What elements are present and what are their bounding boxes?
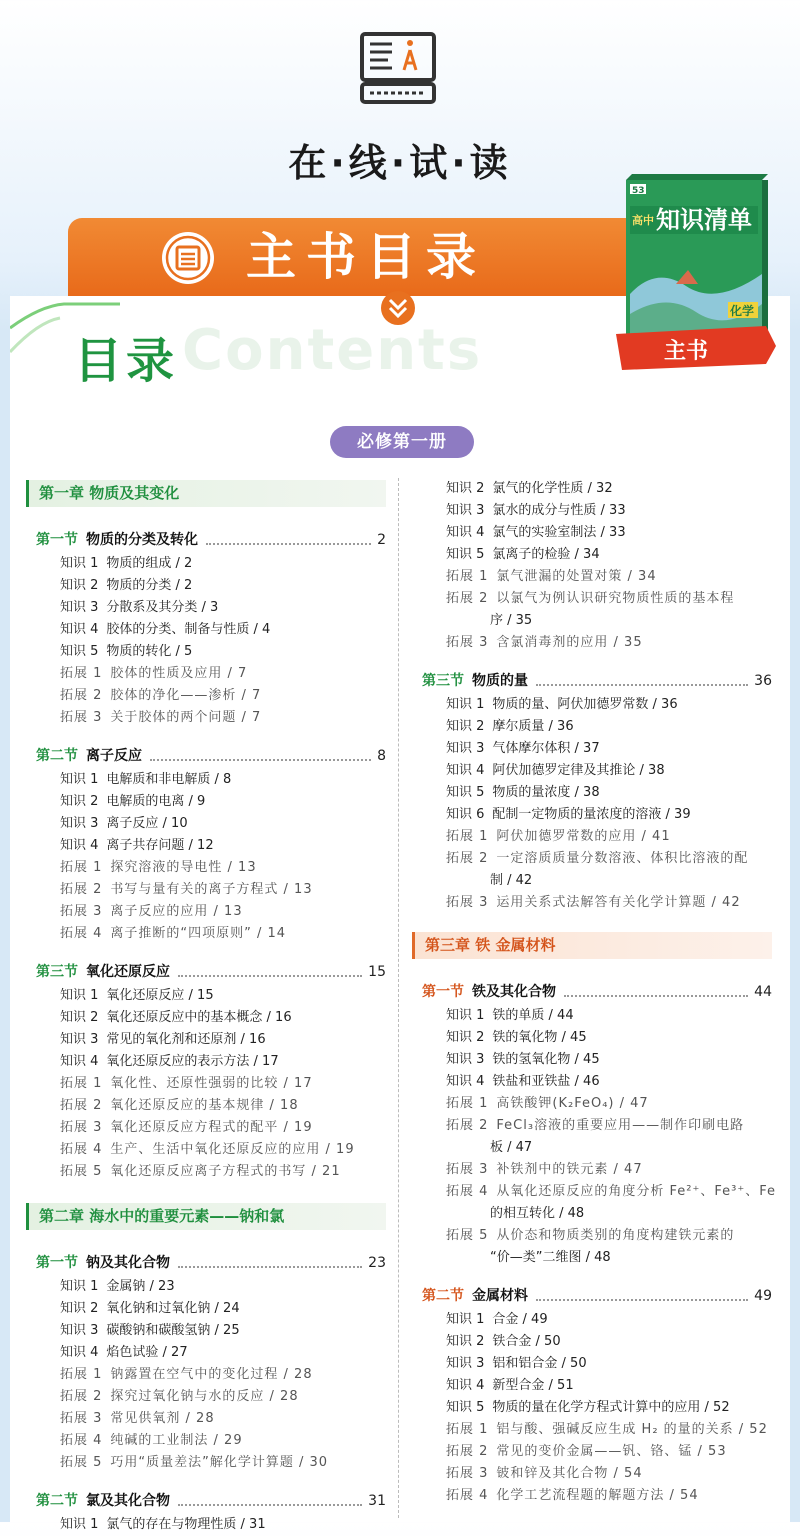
entry-text: 氧化还原反应的表示方法 / 17: [106, 1054, 279, 1069]
toc-entry[interactable]: [412, 694, 772, 716]
section-title: 物质的分类及转化: [86, 532, 198, 548]
toc-entry[interactable]: [412, 1027, 772, 1049]
toc-entry[interactable]: [26, 791, 386, 813]
toc-entry[interactable]: [412, 500, 772, 522]
online-reading-icon: [358, 30, 438, 106]
entry-tag: 拓展 3: [446, 895, 489, 910]
book-cover: [616, 174, 786, 374]
section-page: 36: [754, 673, 772, 689]
entry-text: 焰色试验 / 27: [106, 1345, 188, 1360]
toc-entry[interactable]: [26, 985, 386, 1007]
leader-dots: [150, 758, 371, 761]
toc-entry[interactable]: [412, 782, 772, 804]
section-2-1-items: [26, 1276, 386, 1474]
entry-text: 离子反应 / 10: [106, 816, 188, 831]
volume-badge: 必修第一册: [330, 426, 474, 458]
entry-text: 高铁酸钾(K₂FeO₄) / 47: [496, 1096, 649, 1111]
toc-entry[interactable]: [26, 1095, 386, 1117]
entry-text: 常见的变价金属——钒、铬、锰 / 53: [496, 1444, 727, 1459]
entry-tag: 知识 5: [60, 644, 99, 659]
entry-text: 摩尔质量 / 36: [492, 719, 574, 734]
toc-entry[interactable]: [26, 879, 386, 901]
toc-entry[interactable]: [26, 1452, 386, 1474]
entry-text: 铁合金 / 50: [492, 1334, 561, 1349]
banner-title: 主书目录: [246, 228, 486, 286]
entry-text: 氯离子的检验 / 34: [492, 547, 600, 562]
toc-entry[interactable]: [26, 553, 386, 575]
entry-tag: 拓展 4: [60, 1433, 103, 1448]
toc-entry[interactable]: [26, 685, 386, 707]
entry-tag: 拓展 4: [60, 1142, 103, 1157]
entry-text: 配制一定物质的量浓度的溶液 / 39: [492, 807, 691, 822]
toc-entry[interactable]: [412, 716, 772, 738]
entry-text: 胶体的性质及应用 / 7: [110, 666, 248, 681]
entry-tag: 知识 4: [60, 622, 99, 637]
entry-text: 板 / 47: [490, 1140, 533, 1155]
toc-entry[interactable]: [412, 870, 772, 892]
entry-text: 氧化性、还原性强弱的比较 / 17: [110, 1076, 313, 1091]
entry-text: 探究过氧化钠与水的反应 / 28: [110, 1389, 299, 1404]
toc-entry[interactable]: [412, 1181, 776, 1203]
book-brand: 53: [632, 186, 645, 196]
entry-text: 电解质的电离 / 9: [106, 794, 206, 809]
section-number: 第二节: [36, 1493, 78, 1509]
entry-text: 气体摩尔体积 / 37: [492, 741, 600, 756]
entry-text: 钠露置在空气中的变化过程 / 28: [110, 1367, 313, 1382]
entry-tag: 拓展 1: [60, 1076, 103, 1091]
section-1-1-items: [26, 553, 386, 729]
entry-text: 常见供氧剂 / 28: [110, 1411, 215, 1426]
entry-tag: 拓展 1: [60, 860, 103, 875]
entry-tag: 拓展 1: [446, 829, 489, 844]
leader-dots: [178, 974, 362, 977]
entry-tag: 知识 1: [60, 988, 99, 1003]
entry-tag: 拓展 3: [60, 1411, 103, 1426]
section-1-2[interactable]: [26, 743, 386, 769]
toc-entry[interactable]: [26, 1342, 386, 1364]
toc-entry[interactable]: [26, 835, 386, 857]
section-page: 15: [368, 964, 386, 980]
entry-tag: 知识 3: [60, 600, 99, 615]
entry-tag: 知识 1: [60, 1517, 99, 1532]
book-subject: 化学: [730, 304, 755, 318]
entry-tag: 知识 1: [446, 1312, 485, 1327]
entry-tag: 知识 3: [60, 816, 99, 831]
toc-entry[interactable]: [412, 1419, 772, 1441]
toc-entry[interactable]: [412, 804, 772, 826]
entry-tag: 拓展 2: [446, 851, 489, 866]
entry-text: 巧用“质量差法”解化学计算题 / 30: [110, 1455, 329, 1470]
toc-entry[interactable]: [412, 848, 772, 870]
entry-text: 铝和铝合金 / 50: [492, 1356, 587, 1371]
entry-tag: 拓展 5: [60, 1164, 103, 1179]
toc-entry[interactable]: [412, 588, 772, 610]
section-page: 8: [377, 748, 386, 764]
section-title: 铁及其化合物: [472, 984, 556, 1000]
toc-entry[interactable]: [412, 1463, 772, 1485]
entry-text: 铁的单质 / 44: [492, 1008, 574, 1023]
entry-text: 分散系及其分类 / 3: [106, 600, 219, 615]
section-2-2[interactable]: [26, 1488, 386, 1514]
section-2-3[interactable]: [412, 668, 772, 694]
catalog-icon: [160, 230, 216, 286]
entry-text: 探究溶液的导电性 / 13: [110, 860, 257, 875]
entry-text: 关于胶体的两个问题 / 7: [110, 710, 262, 725]
toc-entry[interactable]: [26, 769, 386, 791]
toc-entry[interactable]: [26, 923, 386, 945]
toc-entry[interactable]: [26, 1298, 386, 1320]
entry-tag: 拓展 2: [60, 688, 103, 703]
entry-tag: 知识 1: [446, 1008, 485, 1023]
toc-entry[interactable]: [26, 1073, 386, 1095]
toc-entry[interactable]: [26, 575, 386, 597]
toc-entry[interactable]: [26, 1051, 386, 1073]
toc-entry[interactable]: [412, 1353, 772, 1375]
entry-tag: 知识 2: [60, 1301, 99, 1316]
entry-tag: 知识 2: [60, 794, 99, 809]
entry-tag: 知识 2: [446, 1334, 485, 1349]
entry-tag: 知识 1: [60, 772, 99, 787]
entry-tag: 知识 3: [446, 1356, 485, 1371]
section-title: 氧化还原反应: [86, 964, 170, 980]
entry-text: 序 / 35: [490, 613, 533, 628]
entry-tag: 知识 5: [446, 785, 485, 800]
entry-tag: 知识 3: [60, 1032, 99, 1047]
contents-watermark: Contents: [182, 318, 483, 383]
entry-tag: 拓展 1: [446, 1096, 489, 1111]
entry-text: 氯气的化学性质 / 32: [492, 481, 613, 496]
entry-text: 氧化还原反应离子方程式的书写 / 21: [110, 1164, 341, 1179]
toc-entry[interactable]: [26, 1320, 386, 1342]
toc-entry[interactable]: [412, 1485, 772, 1507]
toc-entry[interactable]: [412, 1331, 772, 1353]
entry-text: 化学工艺流程题的解题方法 / 54: [496, 1488, 699, 1503]
entry-tag: 知识 3: [60, 1323, 99, 1338]
toc-title: 目录: [74, 333, 179, 389]
toc-entry[interactable]: [412, 1071, 772, 1093]
entry-tag: 知识 6: [446, 807, 485, 822]
toc-entry[interactable]: [412, 566, 772, 588]
entry-text: 纯碱的工业制法 / 29: [110, 1433, 243, 1448]
toc-entry[interactable]: [26, 1408, 386, 1430]
entry-text: 离子反应的应用 / 13: [110, 904, 243, 919]
leader-dots: [178, 1265, 362, 1268]
entry-text: 铁的氢氧化物 / 45: [492, 1052, 600, 1067]
entry-tag: 拓展 3: [60, 1120, 103, 1135]
section-3-2-items: [412, 1309, 772, 1507]
section-number: 第一节: [422, 984, 464, 1000]
section-number: 第二节: [36, 748, 78, 764]
entry-text: 的相互转化 / 48: [490, 1206, 585, 1221]
entry-text: 书写与量有关的离子方程式 / 13: [110, 882, 313, 897]
entry-tag: 知识 4: [60, 1345, 99, 1360]
entry-text: 一定溶质质量分数溶液、体积比溶液的配: [496, 851, 749, 866]
entry-tag: 知识 5: [446, 547, 485, 562]
entry-text: 离子推断的“四项原则” / 14: [110, 926, 287, 941]
entry-text: 物质的分类 / 2: [106, 578, 193, 593]
section-1-3[interactable]: [26, 959, 386, 985]
entry-text: FeCl₃溶液的重要应用——制作印刷电路: [496, 1118, 745, 1133]
leader-dots: [178, 1503, 362, 1506]
entry-tag: 拓展 3: [60, 904, 103, 919]
toc-entry[interactable]: [412, 478, 772, 500]
section-2-1[interactable]: [26, 1250, 386, 1276]
toc-entry[interactable]: [412, 1159, 772, 1181]
toc-entry[interactable]: [412, 892, 772, 914]
entry-text: 金属钠 / 23: [106, 1279, 175, 1294]
toc-entry[interactable]: [26, 1430, 386, 1452]
toc-entry[interactable]: [26, 641, 386, 663]
section-3-2[interactable]: [412, 1283, 772, 1309]
entry-text: 氧化还原反应中的基本概念 / 16: [106, 1010, 292, 1025]
toc-entry[interactable]: [412, 522, 772, 544]
toc-entry[interactable]: [412, 1225, 772, 1247]
toc-entry[interactable]: [26, 707, 386, 729]
entry-text: 胶体的净化——渗析 / 7: [110, 688, 262, 703]
entry-text: 氧化还原反应方程式的配平 / 19: [110, 1120, 313, 1135]
section-title: 钠及其化合物: [86, 1255, 170, 1271]
toc-entry[interactable]: [412, 1203, 772, 1225]
section-1-1[interactable]: [26, 527, 386, 553]
chapter-2[interactable]: 第二章 海水中的重要元素——钠和氯: [26, 1203, 386, 1230]
entry-tag: 知识 3: [446, 741, 485, 756]
entry-tag: 知识 2: [446, 719, 485, 734]
entry-tag: 拓展 2: [446, 1444, 489, 1459]
section-1-2-items: [26, 769, 386, 945]
toc-entry[interactable]: [412, 1375, 772, 1397]
toc-entry[interactable]: [26, 1386, 386, 1408]
entry-text: 碳酸钠和碳酸氢钠 / 25: [106, 1323, 240, 1338]
entry-text: 物质的量在化学方程式计算中的应用 / 52: [492, 1400, 730, 1415]
toc-entry[interactable]: [26, 813, 386, 835]
entry-tag: 知识 4: [446, 1378, 485, 1393]
toc-right-column: [412, 478, 776, 1507]
toc-entry[interactable]: [26, 901, 386, 923]
entry-text: 阿伏加德罗定律及其推论 / 38: [492, 763, 665, 778]
entry-text: 运用关系式法解答有关化学计算题 / 42: [496, 895, 741, 910]
section-1-3-items: [26, 985, 386, 1183]
leader-dots: [564, 994, 748, 997]
toc-entry[interactable]: [412, 632, 772, 654]
entry-text: 物质的量、阿伏加德罗常数 / 36: [492, 697, 678, 712]
toc-entry[interactable]: [26, 1364, 386, 1386]
entry-tag: 知识 3: [446, 1052, 485, 1067]
entry-tag: 拓展 5: [446, 1228, 489, 1243]
toc-entry[interactable]: [412, 544, 772, 566]
toc-entry[interactable]: [412, 1049, 772, 1071]
entry-text: 氧化钠和过氧化钠 / 24: [106, 1301, 240, 1316]
toc-entry[interactable]: [412, 1093, 772, 1115]
entry-tag: 拓展 3: [446, 1466, 489, 1481]
leader-dots: [536, 683, 748, 686]
entry-tag: 拓展 1: [446, 1422, 489, 1437]
section-page: 44: [754, 984, 772, 1000]
entry-tag: 知识 2: [60, 578, 99, 593]
entry-text: 氧化还原反应的基本规律 / 18: [110, 1098, 299, 1113]
toc-entry[interactable]: [26, 1514, 386, 1536]
entry-tag: 拓展 2: [60, 1098, 103, 1113]
book-ribbon: 主书: [664, 339, 709, 364]
section-2-2-items: [26, 1514, 386, 1536]
entry-text: 合金 / 49: [492, 1312, 548, 1327]
toc-entry[interactable]: [412, 1115, 772, 1137]
entry-tag: 拓展 2: [60, 882, 103, 897]
toc-left-column: [26, 478, 386, 1536]
chapter-3[interactable]: 第三章 铁 金属材料: [412, 932, 772, 959]
toc-entry[interactable]: [412, 760, 772, 782]
toc-entry[interactable]: [412, 826, 772, 848]
toc-entry[interactable]: [26, 597, 386, 619]
entry-text: 以氯气为例认识研究物质性质的基本程: [496, 591, 735, 606]
section-3-1-items: [412, 1005, 776, 1269]
entry-text: 物质的组成 / 2: [106, 556, 193, 571]
entry-text: 铝与酸、强碱反应生成 H₂ 的量的关系 / 52: [496, 1422, 768, 1437]
entry-text: 生产、生活中氧化还原反应的应用 / 19: [110, 1142, 355, 1157]
entry-tag: 拓展 4: [446, 1488, 489, 1503]
entry-tag: 拓展 3: [60, 710, 103, 725]
entry-text: 氯水的成分与性质 / 33: [492, 503, 626, 518]
entry-text: 氯气的实验室制法 / 33: [492, 525, 626, 540]
section-title: 物质的量: [472, 673, 528, 689]
section-number: 第一节: [36, 532, 78, 548]
book-series-title: 知识清单: [656, 205, 752, 234]
entry-tag: 拓展 1: [60, 666, 103, 681]
entry-tag: 知识 2: [446, 481, 485, 496]
entry-text: 物质的转化 / 5: [106, 644, 193, 659]
entry-text: 从价态和物质类别的角度构建铁元素的: [496, 1228, 735, 1243]
entry-tag: 知识 5: [446, 1400, 485, 1415]
toc-entry[interactable]: [26, 619, 386, 641]
toc-entry[interactable]: [412, 1397, 772, 1419]
section-number: 第三节: [36, 964, 78, 980]
entry-text: 胶体的分类、制备与性质 / 4: [106, 622, 271, 637]
entry-text: 氯气的存在与物理性质 / 31: [106, 1517, 266, 1532]
book-series-line1: 高中: [632, 214, 654, 227]
section-number: 第三节: [422, 673, 464, 689]
entry-text: 氧化还原反应 / 15: [106, 988, 214, 1003]
entry-tag: 拓展 3: [446, 635, 489, 650]
entry-tag: 拓展 1: [446, 569, 489, 584]
toc-entry[interactable]: [412, 1137, 772, 1159]
entry-tag: 知识 4: [446, 525, 485, 540]
section-page: 23: [368, 1255, 386, 1271]
section-2-3-items: [412, 694, 772, 914]
toc-entry[interactable]: [26, 1161, 386, 1183]
entry-text: 制 / 42: [490, 873, 533, 888]
entry-tag: 知识 4: [60, 838, 99, 853]
section-2-2-continued-items: [412, 478, 772, 654]
entry-tag: 拓展 4: [60, 926, 103, 941]
entry-tag: 拓展 5: [60, 1455, 103, 1470]
toc-entry[interactable]: [412, 1441, 772, 1463]
entry-text: “价—类”二维图 / 48: [490, 1250, 611, 1265]
entry-text: 新型合金 / 51: [492, 1378, 574, 1393]
entry-tag: 知识 4: [60, 1054, 99, 1069]
leader-dots: [206, 542, 371, 545]
section-title: 金属材料: [472, 1288, 528, 1304]
entry-text: 物质的量浓度 / 38: [492, 785, 600, 800]
toc-entry[interactable]: [412, 1005, 772, 1027]
entry-tag: 知识 2: [60, 1010, 99, 1025]
column-divider: [398, 478, 399, 1518]
main-book-banner: [68, 218, 658, 296]
section-page: 31: [368, 1493, 386, 1509]
entry-tag: 知识 2: [446, 1030, 485, 1045]
page-headline: 在·线·试·读: [288, 141, 512, 185]
entry-tag: 知识 1: [60, 1279, 99, 1294]
toc-entry[interactable]: [412, 1247, 772, 1269]
entry-tag: 拓展 2: [60, 1389, 103, 1404]
section-number: 第二节: [422, 1288, 464, 1304]
section-title: 氯及其化合物: [86, 1493, 170, 1509]
entry-tag: 拓展 1: [60, 1367, 103, 1382]
entry-tag: 拓展 4: [446, 1184, 489, 1199]
toc-entry[interactable]: [412, 610, 772, 632]
entry-text: 从氧化还原反应的角度分析 Fe²⁺、Fe³⁺、Fe: [496, 1184, 776, 1199]
section-title: 离子反应: [86, 748, 142, 764]
entry-text: 常见的氧化剂和还原剂 / 16: [106, 1032, 266, 1047]
entry-text: 补铁剂中的铁元素 / 47: [496, 1162, 643, 1177]
section-number: 第一节: [36, 1255, 78, 1271]
toc-entry[interactable]: [26, 663, 386, 685]
chapter-1[interactable]: 第一章 物质及其变化: [26, 480, 386, 507]
toc-entry[interactable]: [412, 1309, 772, 1331]
toc-entry[interactable]: [26, 1007, 386, 1029]
entry-text: 氯气泄漏的处置对策 / 34: [496, 569, 657, 584]
toc-entry[interactable]: [26, 1117, 386, 1139]
toc-entry[interactable]: [26, 857, 386, 879]
entry-text: 铁的氧化物 / 45: [492, 1030, 587, 1045]
toc-entry[interactable]: [26, 1029, 386, 1051]
section-page: 2: [377, 532, 386, 548]
entry-text: 电解质和非电解质 / 8: [106, 772, 232, 787]
entry-tag: 拓展 2: [446, 591, 489, 606]
entry-text: 铁盐和亚铁盐 / 46: [492, 1074, 600, 1089]
entry-tag: 拓展 2: [446, 1118, 489, 1133]
entry-tag: 知识 4: [446, 1074, 485, 1089]
entry-tag: 知识 4: [446, 763, 485, 778]
toc-entry[interactable]: [412, 738, 772, 760]
toc-entry[interactable]: [26, 1139, 386, 1161]
entry-tag: 知识 3: [446, 503, 485, 518]
entry-text: 含氯消毒剂的应用 / 35: [496, 635, 643, 650]
entry-tag: 拓展 3: [446, 1162, 489, 1177]
entry-text: 离子共存问题 / 12: [106, 838, 214, 853]
leader-dots: [536, 1298, 748, 1301]
entry-tag: 知识 1: [446, 697, 485, 712]
entry-text: 铍和锌及其化合物 / 54: [496, 1466, 643, 1481]
section-3-1[interactable]: [412, 979, 772, 1005]
section-page: 49: [754, 1288, 772, 1304]
entry-text: 阿伏加德罗常数的应用 / 41: [496, 829, 671, 844]
entry-tag: 知识 1: [60, 556, 99, 571]
toc-entry[interactable]: [26, 1276, 386, 1298]
